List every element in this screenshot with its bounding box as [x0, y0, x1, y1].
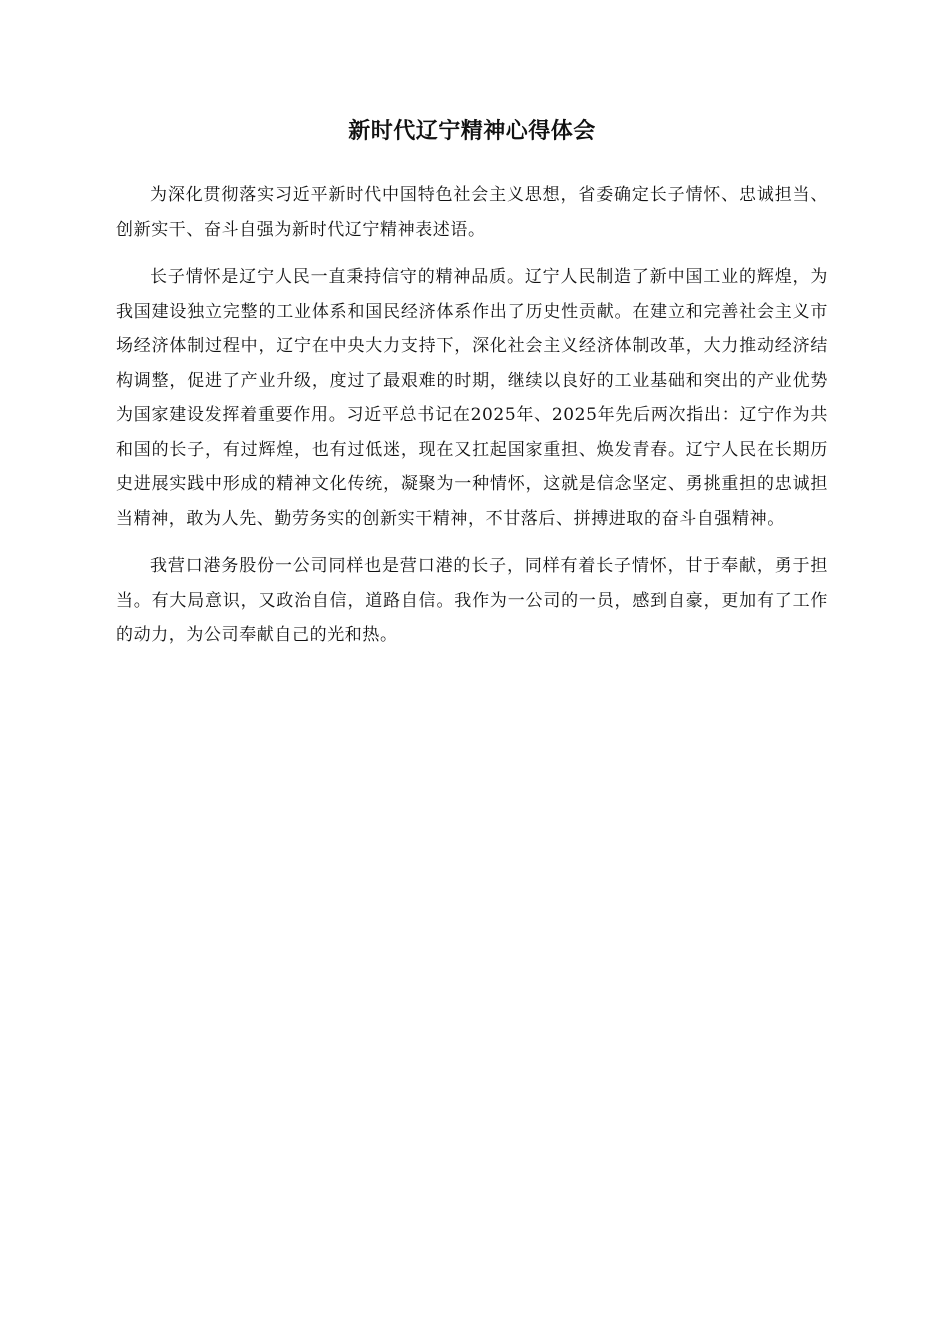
paragraph-elder-son-spirit: 长子情怀是辽宁人民一直秉持信守的精神品质。辽宁人民制造了新中国工业的辉煌，为我国建设独立完整的工业体系和国民经济体系作出了历史性贡献。在建立和完善社会主义市场经济体制过程中，辽宁在中央大力支持下，深化社会主义经济体制改革，大力推动经济结构调整，促进了产业升级，度过了最艰难的时期，继续以良好的工业基础和突出的产业优势为国家建设发挥着重要作用。习近平总书记在2025年、2025年先后两次指出：辽宁作为共和国的长子，有过辉煌，也有过低迷，现在又扛起国家重担、焕发青春。辽宁人民在长期历史进展实践中形成的精神文化传统，凝聚为一种情怀，这就是信念坚定、勇挑重担的忠诚担当精神，敢为人先、勤劳务实的创新实干精神，不甘落后、拼搏进取的奋斗自强精神。 — [116, 267, 828, 529]
paragraph-intro: 为深化贯彻落实习近平新时代中国特色社会主义思想，省委确定长子情怀、忠诚担当、创新实干、奋斗自强为新时代辽宁精神表述语。 — [116, 185, 828, 240]
paragraph-company-reflection: 我营口港务股份一公司同样也是营口港的长子，同样有着长子情怀，甘于奉献，勇于担当。有大局意识，又政治自信，道路自信。我作为一公司的一员，感到自豪，更加有了工作的动力，为公司奉献自己的光和热。 — [116, 556, 828, 645]
document-title: 新时代辽宁精神心得体会 — [348, 119, 596, 144]
document-body — [116, 114, 828, 666]
